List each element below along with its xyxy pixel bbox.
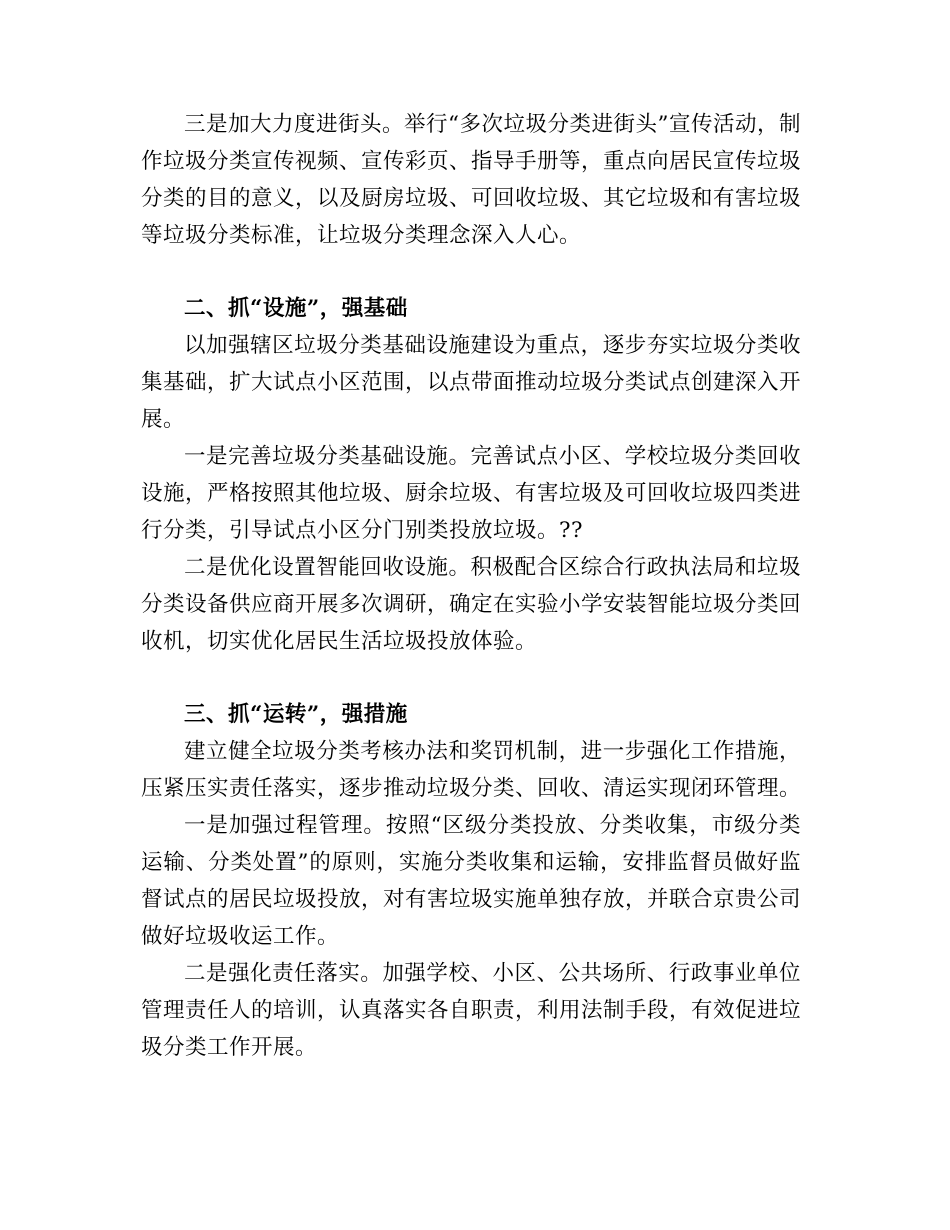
paragraph-facilities-intro: 以加强辖区垃圾分类基础设施建设为重点，逐步夯实垃圾分类收集基础，扩大试点小区范围，以点带面推动垃圾分类试点创建深入开展。 — [141, 333, 802, 432]
section-heading-operation: 三、抓“运转”，强措施 — [184, 702, 408, 727]
section-gap — [141, 660, 801, 696]
document-body — [141, 106, 801, 1066]
section-heading-facilities: 二、抓“设施”，强基础 — [184, 296, 408, 321]
section-gap — [141, 254, 801, 290]
paragraph-operation-intro: 建立健全垃圾分类考核办法和奖罚机制，进一步强化工作措施，压紧压实责任落实，逐步推动垃圾分类、回收、清运实现闭环管理。 — [141, 739, 802, 801]
paragraph-improve-facilities: 一是完善垃圾分类基础设施。完善试点小区、学校垃圾分类回收设施，严格按照其他垃圾、厨余垃圾、有害垃圾及可回收垃圾四类进行分类，引导试点小区分门别类投放垃圾。?? — [141, 444, 802, 543]
paragraph-smart-recycling: 二是优化设置智能回收设施。积极配合区综合行政执法局和垃圾分类设备供应商开展多次调研，确定在实验小学安装智能垃圾分类回收机，切实优化居民生活垃圾投放体验。 — [141, 555, 802, 654]
paragraph-responsibility: 二是强化责任落实。加强学校、小区、公共场所、行政事业单位管理责任人的培训，认真落实各自职责，利用法制手段，有效促进垃圾分类工作开展。 — [141, 961, 802, 1060]
paragraph-process-management: 一是加强过程管理。按照“区级分类投放、分类收集，市级分类运输、分类处置”的原则，实施分类收集和运输，安排监督员做好监督试点的居民垃圾投放，对有害垃圾实施单独存放，并联合京贵公司做好垃圾收运工作。 — [141, 813, 802, 949]
paragraph-street-promotion: 三是加大力度进街头。举行“多次垃圾分类进街头”宣传活动，制作垃圾分类宣传视频、宣传彩页、指导手册等，重点向居民宣传垃圾分类的目的意义，以及厨房垃圾、可回收垃圾、其它垃圾和有害垃圾等垃圾分类标准，让垃圾分类理念深入人心。 — [141, 112, 802, 248]
